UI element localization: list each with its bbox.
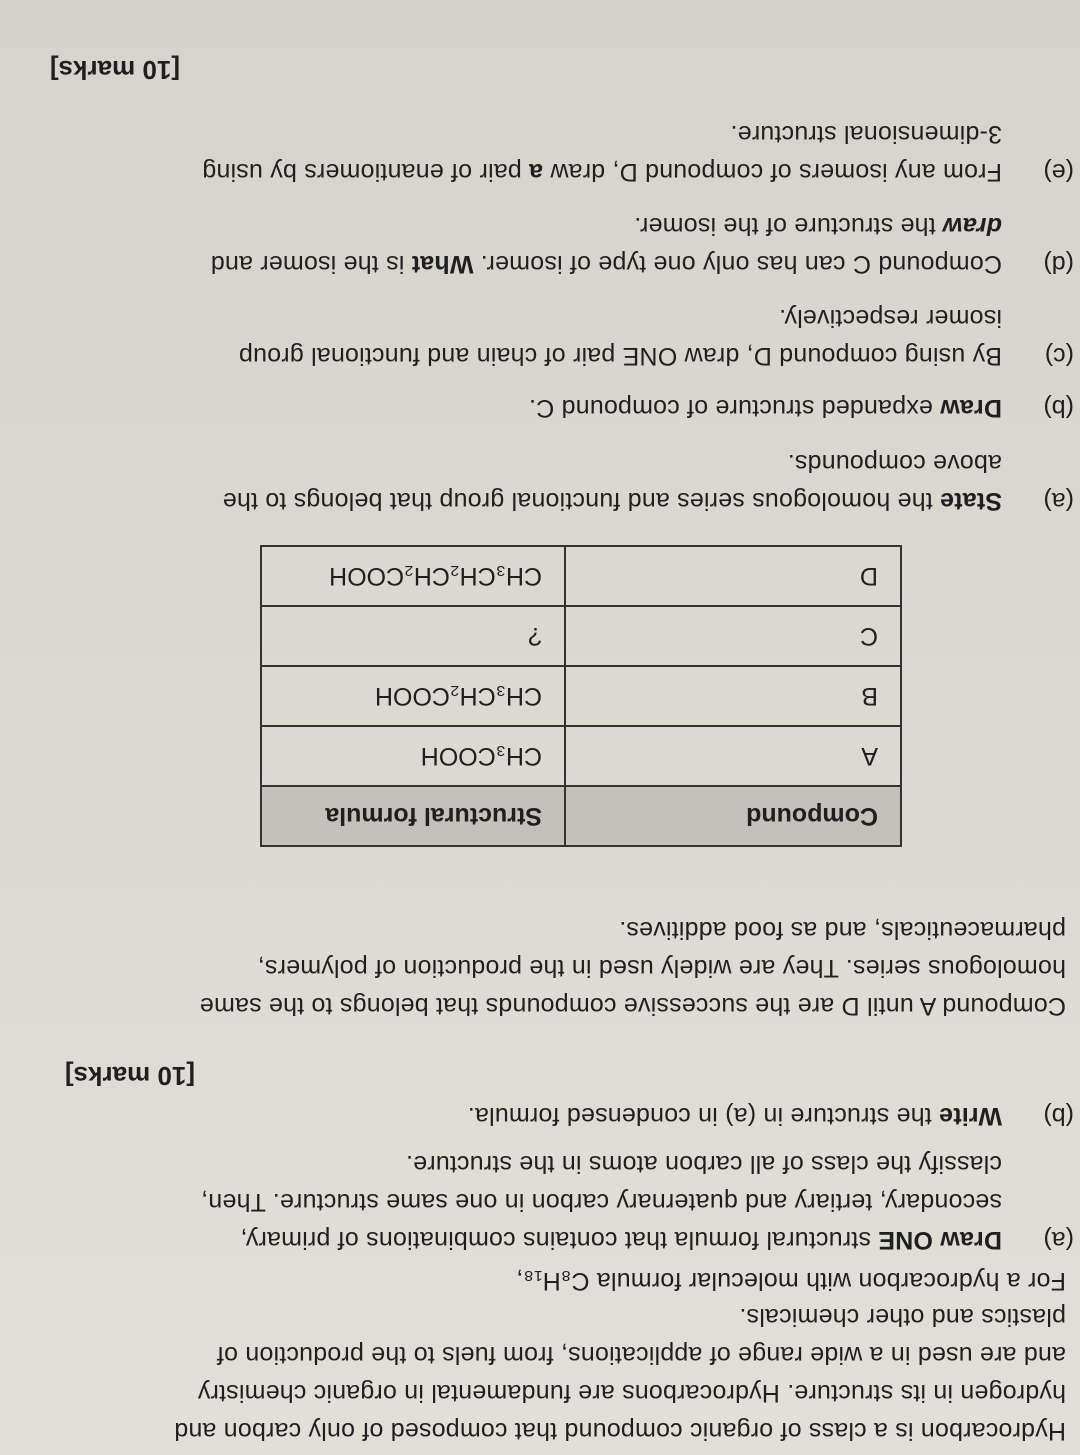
question-text: the structure in (a) in condensed formula. bbox=[467, 1102, 939, 1130]
intro-line: hydrogen in its structure. Hydrocarbons are fundamental in organic chemistry bbox=[197, 1379, 1066, 1407]
hydrocarbon-lead: For a hydrocarbon with molecular formula C₈H₁₈, bbox=[516, 1267, 1066, 1295]
question-text: Compound C can has only one type of isomer. bbox=[473, 250, 1002, 278]
question-2b bbox=[14, 387, 1074, 427]
question-2a bbox=[14, 440, 1074, 520]
intro-line: homologous series. They are widely used in the production of polymers, bbox=[257, 954, 1066, 982]
question-label: (e) bbox=[1043, 158, 1074, 186]
question-text: the structure of the isomer. bbox=[634, 212, 943, 240]
formula-cell: CH₃CH₂CH₂COOH bbox=[261, 546, 565, 606]
intro-paragraph bbox=[16, 1298, 1066, 1450]
compound-cell: C bbox=[565, 606, 901, 666]
table-header-row bbox=[261, 786, 901, 846]
instruction-bold: draw bbox=[942, 212, 1002, 240]
question-label: (a) bbox=[1043, 487, 1074, 515]
question-text: By using compound D, draw ONE pair of chain and functional group bbox=[238, 342, 1002, 370]
question-text: is the isomer and bbox=[210, 250, 412, 278]
question-text: secondary, tertiary and quaternary carbon in one same structure. Then, bbox=[201, 1188, 1002, 1216]
question-label: (d) bbox=[1043, 250, 1074, 278]
instruction-bold: Draw ONE bbox=[878, 1226, 1002, 1254]
marks-label: [10 marks] bbox=[64, 1061, 195, 1091]
compound-table bbox=[260, 545, 902, 847]
intro-line: plastics and other chemicals. bbox=[739, 1303, 1066, 1331]
question-1a bbox=[14, 1139, 1074, 1259]
question-2e bbox=[14, 111, 1074, 191]
question-2d bbox=[14, 203, 1074, 283]
question-text: structural formula that contains combinations of primary, bbox=[240, 1226, 879, 1254]
question-text: 3-dimensional structure. bbox=[730, 120, 1002, 148]
table-row bbox=[261, 726, 901, 786]
compound-cell: A bbox=[565, 726, 901, 786]
table-row bbox=[261, 666, 901, 726]
table-row bbox=[261, 606, 901, 666]
question-label: (b) bbox=[1043, 394, 1074, 422]
formula-cell: CH₃CH₂COOH bbox=[261, 666, 565, 726]
instruction-bold: Write bbox=[938, 1102, 1002, 1130]
question-text: expanded structure of compound C. bbox=[528, 394, 941, 422]
question-text: the homologous series and functional group that belongs to the bbox=[222, 487, 940, 515]
instruction-bold: a bbox=[528, 158, 544, 186]
instruction-bold: Draw bbox=[940, 394, 1002, 422]
question-text: above compounds. bbox=[787, 449, 1002, 477]
question-text: isomer respectively. bbox=[778, 304, 1002, 332]
marks-label: [10 marks] bbox=[49, 55, 180, 85]
intro-line: Compound A until D are the successive compounds that belongs to the same bbox=[199, 992, 1066, 1020]
question-text: From any isomers of compound D, draw bbox=[543, 158, 1002, 186]
question-label: (a) bbox=[1043, 1226, 1074, 1254]
question-1b bbox=[14, 1095, 1074, 1135]
instruction-bold: State bbox=[939, 487, 1002, 515]
homologous-intro bbox=[16, 911, 1066, 1025]
question-2c bbox=[14, 295, 1074, 375]
intro-line: and are used in a wide range of applications, from fuels to the production of bbox=[216, 1341, 1066, 1369]
header-structural-formula: Structural formula bbox=[261, 786, 565, 846]
header-compound: Compound bbox=[565, 786, 901, 846]
compound-cell: D bbox=[565, 546, 901, 606]
question-label: (c) bbox=[1044, 342, 1074, 370]
question-text: classify the class of all carbon atoms in the structure. bbox=[405, 1150, 1002, 1178]
formula-cell: ? bbox=[261, 606, 565, 666]
table-row bbox=[261, 546, 901, 606]
compound-cell: B bbox=[565, 666, 901, 726]
question-text: pair of enantiomers by using bbox=[202, 158, 529, 186]
instruction-bold: What bbox=[411, 250, 474, 278]
intro-line: pharmaceuticals, and as food additives. bbox=[619, 916, 1066, 944]
formula-cell: CH₃COOH bbox=[261, 726, 565, 786]
intro-line: Hydrocarbon is a class of organic compound that composed of only carbon and bbox=[174, 1417, 1066, 1445]
question-label: (b) bbox=[1043, 1102, 1074, 1130]
